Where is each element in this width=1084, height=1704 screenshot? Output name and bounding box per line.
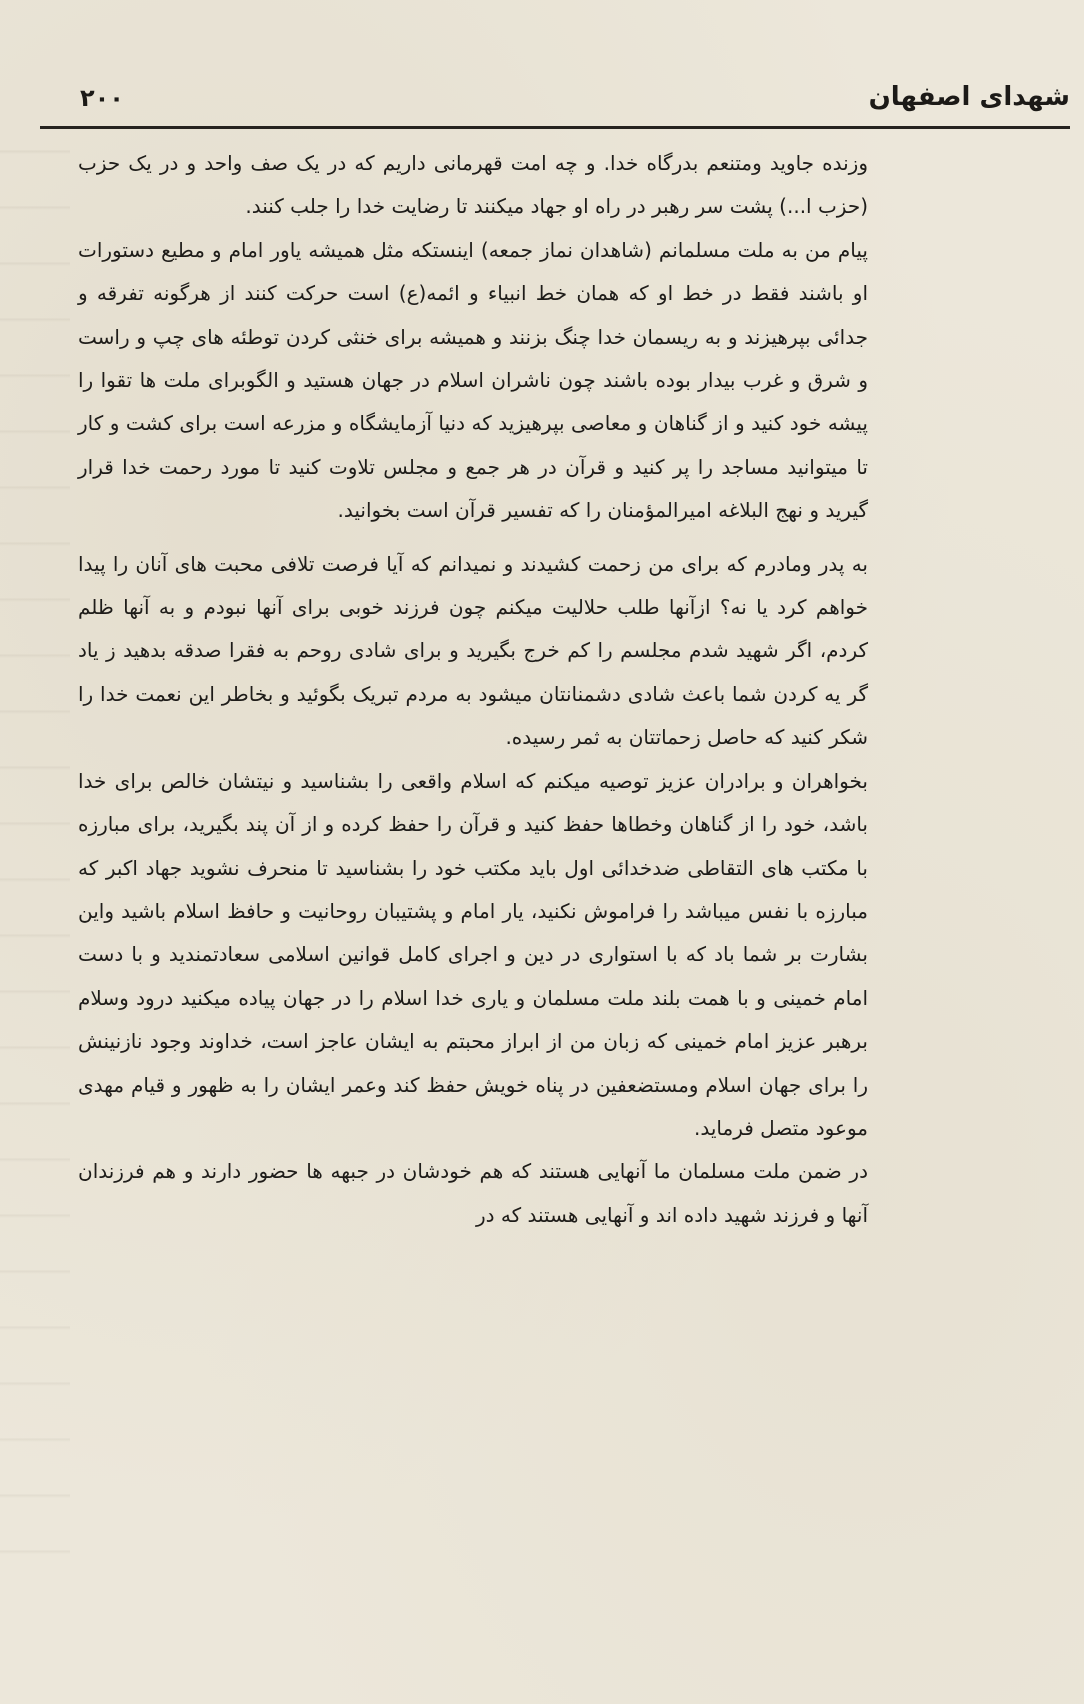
page-header <box>40 72 1070 126</box>
page-number: ۲۰۰ <box>80 84 124 112</box>
paragraph-1: وزنده جاوید ومتنعم بدرگاه خدا. و چه امت قهرمانی داریم که در یک صف واحد و در یک حزب (حزب ا...) پشت سر رهبر در راه او جهاد میکنند تا رضایت خدا را جلب کنند. <box>78 151 868 219</box>
body-text <box>78 142 868 1237</box>
paragraph-5: در ضمن ملت مسلمان ما آنهایی هستند که هم خودشان در جبهه ها حضور دارند و هم فرزندان آنها و فرزند شهید داده اند و آنهایی هستند که در <box>78 1159 868 1227</box>
book-title: شهدای اصفهان <box>868 82 1070 112</box>
paragraph-4: بخواهران و برادران عزیز توصیه میکنم که اسلام واقعی را بشناسید و نیتشان خالص برای خدا باشد، خود را از گناهان وخطاها حفظ کنید و قرآن را حفظ کرده و از آن پند بگیرید، برای مبارزه با مکتب های التقاطی ضدخدائی اول باید مکتب خود را بشناسید تا منحرف نشوید جهاد اکبر که مبارزه با نفس میباشد را فراموش نکنید، یار امام و پشتیبان روحانیت و حافظ اسلام باشید واین بشارت بر شما باد که با استواری در دین و اجرای کامل قوانین اسلامی سعادتمندید و با دست امام خمینی و با همت بلند ملت مسلمان و یاری خدا اسلام را در جهان پیاده میکنید درود وسلام برهبر عزیز امام خمینی که زبان من از ابراز محبتم به ایشان عاجز است، خداوند وجود نازنینش را برای جهان اسلام ومستضعفین در پناه خویش حفظ کند وعمر ایشان را به ظهور و قیام مهدی موعود متصل فرماید. <box>78 768 868 1140</box>
bleed-through-shadow <box>0 120 70 1600</box>
paragraph-2: پیام من به ملت مسلمانم (شاهدان نماز جمعه) اینستکه مثل همیشه یاور امام و مطیع دستورات او باشند فقط در خط او که همان خط انبیاء و ائمه(ع) است حرکت کنند از هرگونه تفرقه و جدائی بپرهیزند و به ریسمان خدا چنگ بزنند و همیشه برای خنثی کردن توطئه های چپ و راست و شرق و غرب بیدار بوده باشند چون ناشران اسلام در جهان هستید و الگوبرای ملت ها تقوا را پیشه خود کنید و از گناهان و معاصی بپرهیزید که دنیا آزمایشگاه و مزرعه است برای کشت و کار تا میتوانید مساجد را پر کنید و قرآن در هر جمع و مجلس تلاوت کنید تا مورد رحمت خدا قرار گیرید و نهج البلاغه امیرالمؤمنان را که تفسیر قرآن است بخوانید. <box>78 237 868 523</box>
paragraph-3: به پدر ومادرم که برای من زحمت کشیدند و نمیدانم که آیا فرصت تلافی محبت های آنان را پیدا خواهم کرد یا نه؟ ازآنها طلب حلالیت میکنم چون فرزند خوبی برای آنها نبودم و به آنها ظلم کردم، اگر شهید شدم مجلسم را کم خرج بگیرید و برای شادی روحم به فقرا صدقه بدهید ز یاد گر یه کردن شما باعث شادی دشمنانتان میشود به مردم تبریک بگوئید و بخاطر این نعمت خدا را شکر کنید که حاصل زحماتتان به ثمر رسیده. <box>78 551 868 750</box>
header-rule <box>40 126 1070 129</box>
